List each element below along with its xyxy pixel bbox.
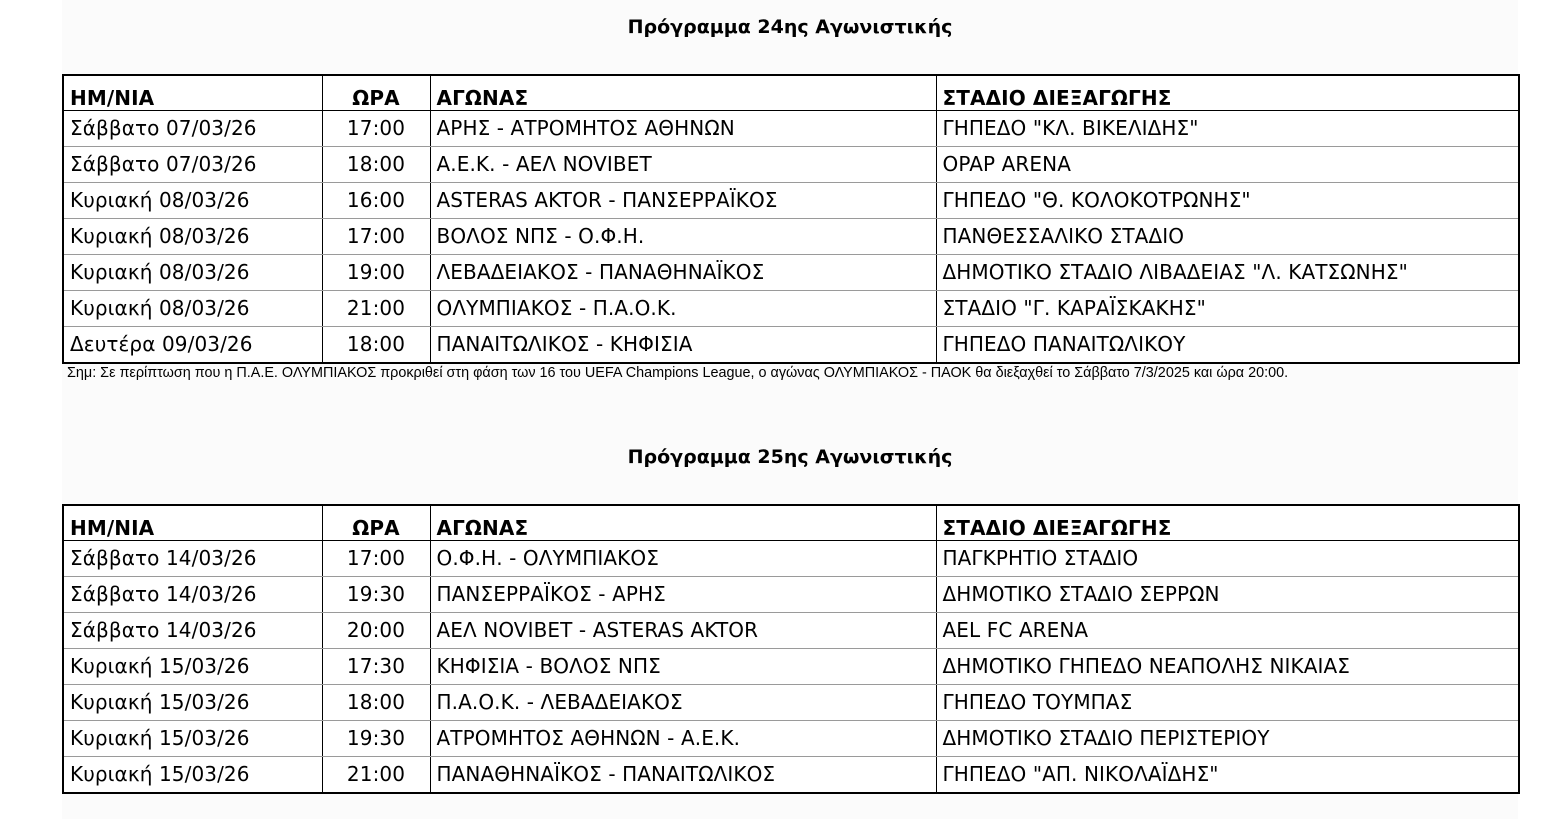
cell-date: Σάββατο 07/03/26 xyxy=(63,147,322,183)
cell-venue: ΔΗΜΟΤΙΚΟ ΓΗΠΕΔΟ ΝΕΑΠΟΛΗΣ ΝΙΚΑΙΑΣ xyxy=(936,649,1519,685)
cell-match: ΠΑΝΑΙΤΩΛΙΚΟΣ - ΚΗΦΙΣΙΑ xyxy=(430,327,936,364)
cell-date: Κυριακή 15/03/26 xyxy=(63,721,322,757)
cell-match: ΠΑΝΑΘΗΝΑΪΚΟΣ - ΠΑΝΑΙΤΩΛΙΚΟΣ xyxy=(430,757,936,794)
cell-match: ΠΑΝΣΕΡΡΑΪΚΟΣ - ΑΡΗΣ xyxy=(430,577,936,613)
round-25-fixtures-table xyxy=(62,504,1520,794)
table-row xyxy=(63,183,1519,219)
cell-match: ΛΕΒΑΔΕΙΑΚΟΣ - ΠΑΝΑΘΗΝΑΪΚΟΣ xyxy=(430,255,936,291)
cell-match: ΑΤΡΟΜΗΤΟΣ ΑΘΗΝΩΝ - Α.Ε.Κ. xyxy=(430,721,936,757)
cell-venue: ΣΤΑΔΙΟ "Γ. ΚΑΡΑΪΣΚΑΚΗΣ" xyxy=(936,291,1519,327)
cell-match: Π.Α.Ο.Κ. - ΛΕΒΑΔΕΙΑΚΟΣ xyxy=(430,685,936,721)
table-row xyxy=(63,111,1519,147)
cell-match: ΑΕΛ NOVIBET - ASTERAS AKTOR xyxy=(430,613,936,649)
round-24-note: Σημ: Σε περίπτωση που η Π.Α.Ε. ΟΛΥΜΠΙΑΚΟΣ προκριθεί στη φάση των 16 του UEFA Champions League, ο αγώνας ΟΛΥΜΠΙΑΚΟΣ - ΠΑΟΚ θα διεξαχθεί το Σάββατο 7/3/2025 και ώρα 20:00. xyxy=(67,365,1289,381)
cell-time: 19:30 xyxy=(322,577,430,613)
header-date: ΗΜ/ΝΙΑ xyxy=(63,75,322,111)
table-row xyxy=(63,147,1519,183)
cell-date: Κυριακή 08/03/26 xyxy=(63,219,322,255)
cell-venue: ΓΗΠΕΔΟ "ΚΛ. ΒΙΚΕΛΙΔΗΣ" xyxy=(936,111,1519,147)
cell-venue: AEL FC ARENA xyxy=(936,613,1519,649)
cell-venue: ΠΑΝΘΕΣΣΑΛΙΚΟ ΣΤΑΔΙΟ xyxy=(936,219,1519,255)
cell-venue: ΓΗΠΕΔΟ ΠΑΝΑΙΤΩΛΙΚΟΥ xyxy=(936,327,1519,364)
round-24-fixtures-table xyxy=(62,74,1520,364)
cell-time: 21:00 xyxy=(322,757,430,794)
cell-venue: ΔΗΜΟΤΙΚΟ ΣΤΑΔΙΟ ΛΙΒΑΔΕΙΑΣ "Λ. ΚΑΤΣΩΝΗΣ" xyxy=(936,255,1519,291)
table-row xyxy=(63,613,1519,649)
cell-venue: ΓΗΠΕΔΟ "ΑΠ. ΝΙΚΟΛΑΪΔΗΣ" xyxy=(936,757,1519,794)
cell-venue: ΓΗΠΕΔΟ "Θ. ΚΟΛΟΚΟΤΡΩΝΗΣ" xyxy=(936,183,1519,219)
header-venue: ΣΤΑΔΙΟ ΔΙΕΞΑΓΩΓΗΣ xyxy=(936,505,1519,541)
table-row xyxy=(63,685,1519,721)
table-row xyxy=(63,649,1519,685)
cell-date: Κυριακή 15/03/26 xyxy=(70,762,250,786)
round-25-title: Πρόγραμμα 25ης Αγωνιστικής xyxy=(627,446,953,468)
cell-time: 17:30 xyxy=(322,649,430,685)
cell-time: 17:00 xyxy=(322,219,430,255)
table-row xyxy=(63,327,1519,364)
cell-date: Σάββατο 14/03/26 xyxy=(63,613,322,649)
header-match: ΑΓΩΝΑΣ xyxy=(430,75,936,111)
cell-time: 18:00 xyxy=(322,147,430,183)
cell-date: Κυριακή 15/03/26 xyxy=(63,685,322,721)
cell-venue: OPAP ARENA xyxy=(936,147,1519,183)
cell-time: 17:00 xyxy=(322,111,430,147)
cell-match: ΚΗΦΙΣΙΑ - ΒΟΛΟΣ ΝΠΣ xyxy=(430,649,936,685)
header-time: ΩΡΑ xyxy=(322,505,430,541)
table-row xyxy=(63,721,1519,757)
round-24-title: Πρόγραμμα 24ης Αγωνιστικής xyxy=(627,16,953,38)
cell-venue: ΔΗΜΟΤΙΚΟ ΣΤΑΔΙΟ ΣΕΡΡΩΝ xyxy=(936,577,1519,613)
cell-date: Σάββατο 14/03/26 xyxy=(63,541,322,577)
cell-time: 19:00 xyxy=(322,255,430,291)
header-venue: ΣΤΑΔΙΟ ΔΙΕΞΑΓΩΓΗΣ xyxy=(936,75,1519,111)
cell-match: Ο.Φ.Η. - ΟΛΥΜΠΙΑΚΟΣ xyxy=(430,541,936,577)
cell-match: Α.Ε.Κ. - ΑΕΛ NOVIBET xyxy=(430,147,936,183)
cell-match: ASTERAS AKTOR - ΠΑΝΣΕΡΡΑΪΚΟΣ xyxy=(430,183,936,219)
cell-date: Σάββατο 14/03/26 xyxy=(63,577,322,613)
table-row xyxy=(63,541,1519,577)
cell-time: 20:00 xyxy=(322,613,430,649)
cell-date: Κυριακή 08/03/26 xyxy=(63,255,322,291)
cell-time: 16:00 xyxy=(322,183,430,219)
cell-date: Κυριακή 08/03/26 xyxy=(63,183,322,219)
table-row xyxy=(63,291,1519,327)
header-time: ΩΡΑ xyxy=(322,75,430,111)
cell-date: Κυριακή 08/03/26 xyxy=(63,291,322,327)
cell-time: 18:00 xyxy=(322,327,430,364)
cell-match: ΑΡΗΣ - ΑΤΡΟΜΗΤΟΣ ΑΘΗΝΩΝ xyxy=(430,111,936,147)
table-row xyxy=(63,255,1519,291)
table-row xyxy=(63,577,1519,613)
cell-time: 17:00 xyxy=(322,541,430,577)
cell-date: Κυριακή 15/03/26 xyxy=(63,649,322,685)
cell-venue: ΠΑΓΚΡΗΤΙΟ ΣΤΑΔΙΟ xyxy=(936,541,1519,577)
cell-venue: ΔΗΜΟΤΙΚΟ ΣΤΑΔΙΟ ΠΕΡΙΣΤΕΡΙΟΥ xyxy=(936,721,1519,757)
cell-time: 21:00 xyxy=(322,291,430,327)
table-header-row xyxy=(63,505,1519,541)
header-match: ΑΓΩΝΑΣ xyxy=(430,505,936,541)
cell-match: ΟΛΥΜΠΙΑΚΟΣ - Π.Α.Ο.Κ. xyxy=(430,291,936,327)
cell-venue: ΓΗΠΕΔΟ ΤΟΥΜΠΑΣ xyxy=(936,685,1519,721)
cell-time: 18:00 xyxy=(322,685,430,721)
cell-date: Σάββατο 07/03/26 xyxy=(63,111,322,147)
header-date: ΗΜ/ΝΙΑ xyxy=(63,505,322,541)
cell-match: ΒΟΛΟΣ ΝΠΣ - Ο.Φ.Η. xyxy=(430,219,936,255)
table-header-row xyxy=(63,75,1519,111)
cell-date: Δευτέρα 09/03/26 xyxy=(70,332,253,356)
table-row xyxy=(63,757,1519,794)
cell-time: 19:30 xyxy=(322,721,430,757)
table-row xyxy=(63,219,1519,255)
